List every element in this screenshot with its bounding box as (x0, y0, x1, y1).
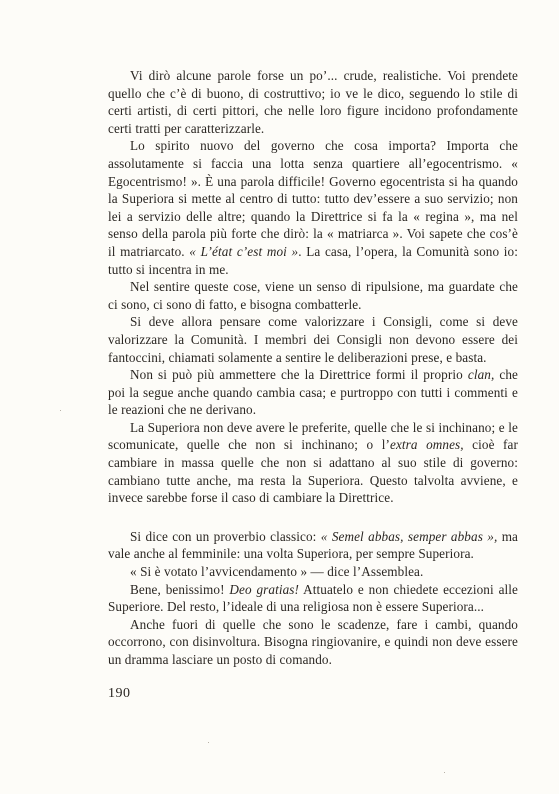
text-run: « Si è votato l’avvicendamento » — dice l’Assemblea. (130, 564, 424, 580)
paragraph-2 (108, 137, 518, 278)
text-run: Si dice con un proverbio classico: (130, 528, 321, 544)
paper-speck (60, 410, 61, 411)
text-run: Non si può più ammettere che la Direttrice formi il proprio (130, 367, 468, 383)
text-run: Si deve allora pensare come valorizzare i Consigli, come si deve valorizzare la Comunità. I membri dei Consigli non devono essere dei fantoccini, chiamati solamente a sentire le deliberazioni prese, e basta. (108, 314, 518, 365)
text-run: La Superiora non deve avere le preferite, quelle che le si inchinano; e le scomunicate, quelle che non si inchinano; o l’ (108, 419, 518, 453)
text-run: Nel sentire queste cose, viene un senso di ripulsione, ma guardate che ci sono, ci sono di fatto, e bisogna combatterle. (108, 279, 518, 312)
text-run: ma vale anche al femminile: una volta Superiora, per sempre Superiora. (108, 528, 519, 562)
italic-run: extra omnes, (390, 437, 464, 453)
paragraph-9 (108, 581, 518, 616)
text-run: Lo spirito nuovo del governo che cosa importa? Importa che assolutamente si faccia una lotta senza quartiere all’egocentrismo. « Egocentrismo! ». È una parola difficile! Governo egocentrista si ha quando la Superiora si mette al centro di tutto: tutto dev’essere a suo servizio; non lei a servizio delle altre; quando la Direttrice si fa la « regina », ma nel senso della parola più forte che dirò: la « matriarca ». Voi sapete che cos’è il matriarcato. (108, 138, 518, 259)
text-run: Anche fuori di quelle che sono le scadenze, fare i cambi, quando occorrono, con disinvoltura. Bisogna ringiovanire, e quindi non deve essere un dramma lasciare un posto di comando. (108, 616, 518, 667)
text-run: Vi dirò alcune parole forse un po’... crude, realistiche. Voi prendete quello che c’è di buono, di costruttivo; io ve le dico, seguendo lo stile di certi artisti, di certi pittori, che nelle loro figure incidono profondamente certi tratti per caratterizzarle. (108, 68, 518, 136)
paragraph-1 (108, 67, 518, 137)
text-run: Attuatelo e non chiedete eccezioni alle Superiore. Del resto, l’ideale di una religiosa non è essere Superiora... (108, 581, 519, 615)
text-run: che poi la segue anche quando cambia casa; e purtroppo con tutti i commenti e le reazioni che ne derivano. (108, 367, 519, 418)
paragraph-5 (108, 366, 518, 419)
paragraph-7 (108, 528, 518, 563)
section-break (108, 507, 518, 528)
text-run: . La casa, l’opera, la Comunità sono io: tutto si incentra in me. (108, 243, 519, 277)
paragraph-6 (108, 419, 518, 507)
paper-speck (444, 772, 445, 773)
paragraph-10 (108, 616, 518, 669)
paragraph-3 (108, 278, 518, 313)
italic-run: Deo gratias! (229, 581, 300, 597)
text-run: Bene, benissimo! (130, 581, 230, 597)
italic-run: « L’état c’est moi » (189, 243, 299, 259)
body-text (108, 67, 518, 669)
italic-run: clan, (467, 367, 495, 383)
paper-speck (208, 742, 209, 743)
italic-run: « Semel abbas, semper abbas », (320, 528, 498, 544)
paragraph-4 (108, 313, 518, 366)
paragraph-8 (108, 563, 518, 581)
page-number: 190 (108, 686, 131, 701)
text-run: cioè far cambiare in massa quelle che non si adattano al suo stile di governo: cambiano tutte anche, ma resta la Superiora. Questo talvolta avviene, e invece sarebbe forse il caso di cambiare la Direttrice. (108, 437, 518, 506)
